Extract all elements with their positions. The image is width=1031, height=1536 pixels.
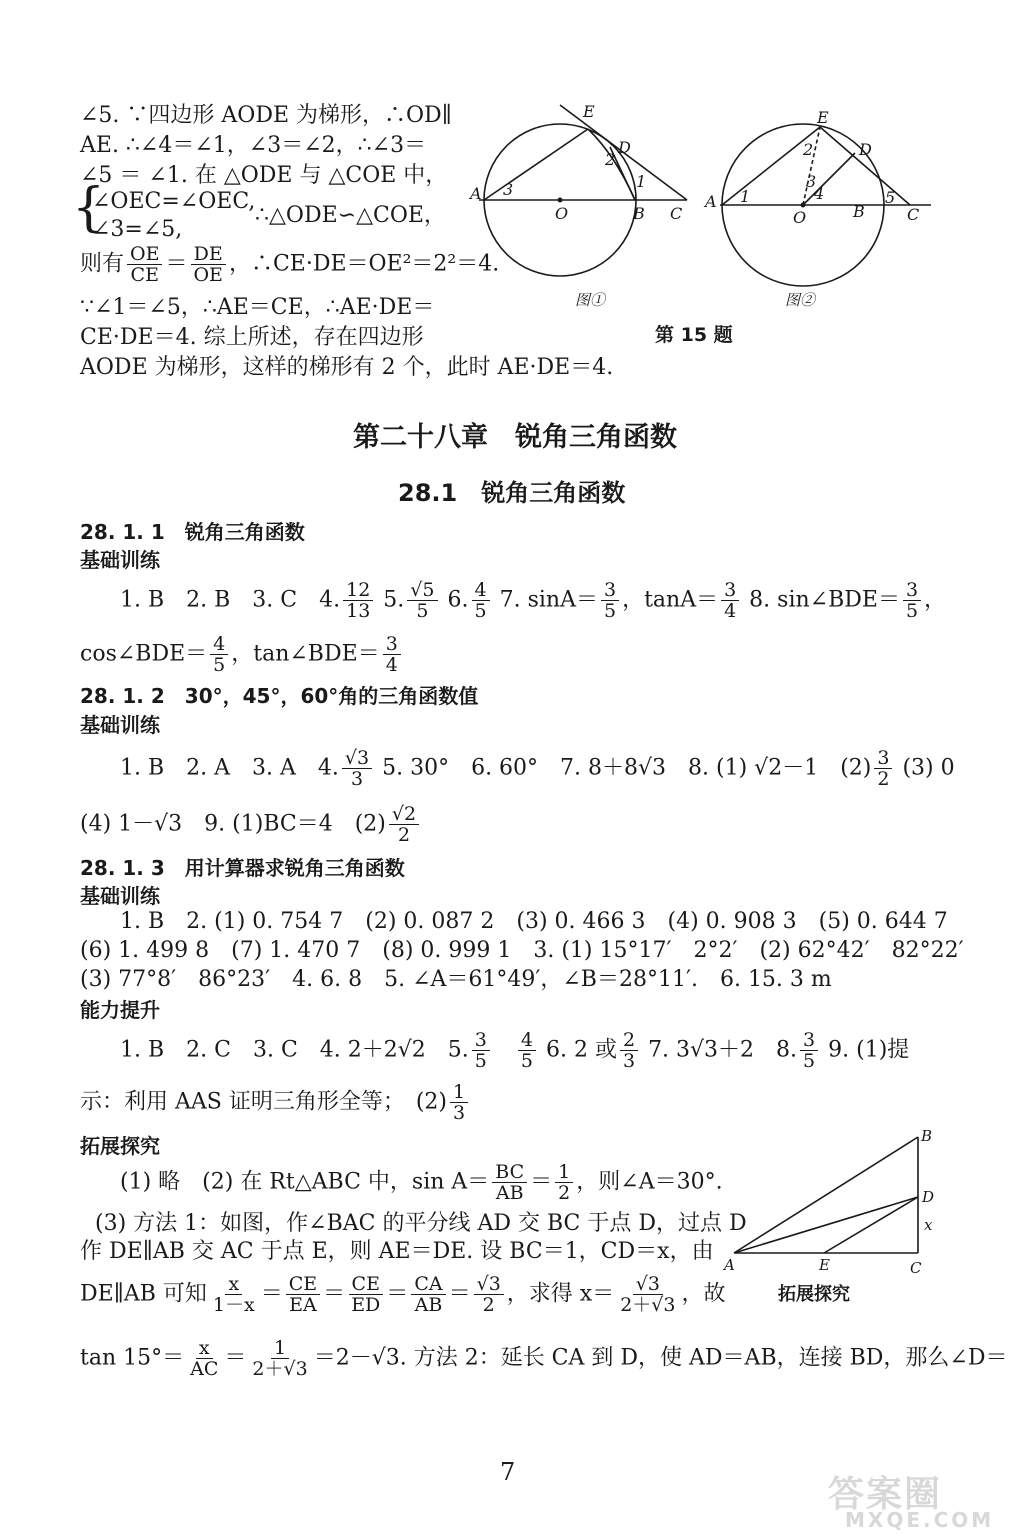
- label-C: C: [907, 205, 920, 224]
- label-C: C: [910, 1259, 922, 1277]
- fraction: $\frac{CE}{EA}$: [286, 1274, 320, 1315]
- answers-28-1-1-line1: 1. B 2. B 3. C 4. $\frac{12}{13}$ 5. $\frac{√5}{5}$ 6. $\frac{4}{5}$ 7. sinA＝ $\frac{3}{5}$ ，tanA＝ $\frac{3}{4}$ 8. sin∠BDE＝ $\frac{3}{5}$ ，: [120, 579, 947, 622]
- label-E: E: [817, 108, 829, 127]
- label-A: A: [724, 1256, 735, 1274]
- prev-line-4b: ∠3=∠5,: [92, 217, 183, 242]
- angle-5: 5: [885, 188, 896, 207]
- watermark-url: MXQE.COM: [845, 1508, 995, 1532]
- fraction: $\frac{3}{4}$: [383, 634, 401, 675]
- subheading-basic: 基础训练: [80, 548, 160, 572]
- subheading-explore: 拓展探究: [80, 1134, 160, 1158]
- figure-15: [465, 95, 955, 345]
- label-A: A: [470, 184, 482, 203]
- fraction: $\frac{3}{5}$: [472, 1030, 490, 1071]
- prev-line-3: ∠5 ＝ ∠1. 在 △ODE 与 △COE 中，: [80, 163, 448, 188]
- label-D: D: [922, 1188, 935, 1206]
- angle-4: 4: [814, 184, 825, 203]
- prev-line-7: CE·DE＝4. 综上所述，存在四边形: [80, 325, 424, 350]
- fraction: $\frac{3}{5}$: [601, 580, 619, 621]
- center-dot: [801, 203, 806, 208]
- explore-line4: DE∥AB 可知 $\frac{x}{1-x}$ ＝ $\frac{CE}{EA}$ ＝ $\frac{CE}{ED}$ ＝ $\frac{CA}{AB}$ ＝ $\frac{√3}{2}$ ，求得 x＝ $\frac{√3}{2+√3}$ ，故: [80, 1273, 726, 1316]
- answers-28-1-2-line1: 1. B 2. A 3. A 4. $\frac{√3}{3}$ 5. 30° 6. 60° 7. 8＋8√3 8. (1) √2－1 (2) $\frac{3}{2}$ (3) 0: [120, 747, 955, 790]
- fraction: $\frac{3}{2}$: [874, 748, 892, 789]
- fraction: $\frac{BC}{AB}$: [492, 1162, 527, 1203]
- fraction: $\frac{CA}{AB}$: [411, 1274, 445, 1315]
- fraction: $\frac{4}{5}$: [518, 1030, 536, 1071]
- prev-line-5-lead: 则有: [80, 251, 125, 277]
- prev-line-4c: ∴△ODE∽△COE，: [255, 203, 446, 228]
- prev-line-2: AE. ∴∠4＝∠1，∠3＝∠2，∴∠3＝: [80, 133, 427, 158]
- fig1-caption: 图①: [575, 291, 606, 309]
- fraction: $\frac{√3}{2+√3}$: [620, 1273, 676, 1316]
- answers-improve-line1: 1. B 2. C 3. C 4. 2＋2√2 5. $\frac{3}{5}$ $\frac{4}{5}$ 6. 2 或 $\frac{2}{3}$ 7. 3√3＋2 8. $\frac{3}{5}$ 9. (1)提: [120, 1029, 910, 1072]
- subheading-improve: 能力提升: [80, 998, 160, 1022]
- label-D: D: [618, 138, 631, 157]
- label-A: A: [705, 192, 717, 211]
- fig2-caption: 图②: [785, 291, 816, 309]
- label-O: O: [793, 208, 807, 227]
- fraction: $\frac{x}{1-x}$: [212, 1273, 255, 1316]
- fraction: $\frac{1}{3}$: [450, 1082, 468, 1123]
- label-E: E: [583, 102, 595, 121]
- subheading-basic: 基础训练: [80, 884, 160, 908]
- section-title: 28.1 锐角三角函数: [398, 479, 626, 507]
- answers-28-1-3-line3: (3) 77°8′ 86°23′ 4. 6. 8 5. ∠A＝61°49′，∠B＝28°11′. 6. 15. 3 m: [80, 967, 832, 992]
- fraction: $\frac{DE}{OE}$: [190, 244, 225, 285]
- answers-28-1-3-line1: 1. B 2. (1) 0. 754 7 (2) 0. 087 2 (3) 0. 466 3 (4) 0. 908 3 (5) 0. 644 7: [120, 909, 948, 934]
- fraction: $\frac{4}{5}$: [472, 580, 490, 621]
- label-x: x: [924, 1216, 933, 1234]
- answers-28-1-1-line2: cos∠BDE＝ $\frac{4}{5}$ ，tan∠BDE＝ $\frac{3}{4}$: [80, 634, 404, 675]
- section-28-1-3-heading: 28. 1. 3 用计算器求锐角三角函数: [80, 856, 405, 880]
- label-B: B: [853, 202, 865, 221]
- subheading-basic: 基础训练: [80, 713, 160, 737]
- center-dot: [558, 198, 563, 203]
- explore-line5: tan 15°＝ $\frac{x}{AC}$ ＝ $\frac{1}{2+√3}$ ＝2－√3. 方法 2：延长 CA 到 D，使 AD＝AB，连接 BD，那么∠D＝: [80, 1337, 1008, 1380]
- explore-figure-caption: 拓展探究: [778, 1284, 850, 1305]
- label-C: C: [670, 204, 683, 223]
- fraction: $\frac{x}{AC}$: [190, 1337, 219, 1380]
- fraction: $\frac{2}{3}$: [620, 1030, 638, 1071]
- brace-symbol: {: [72, 178, 106, 238]
- figure-15-title: 第 15 题: [655, 324, 733, 346]
- angle-2: 2: [605, 150, 616, 169]
- page-number: 7: [500, 1458, 516, 1486]
- answers-28-1-3-line2: (6) 1. 499 8 (7) 1. 470 7 (8) 0. 999 1 3. (1) 15°17′ 2°2′ (2) 62°42′ 82°22′: [80, 938, 964, 963]
- angle-2: 2: [803, 140, 814, 159]
- figure-15-2: [720, 124, 931, 286]
- section-28-1-2-heading: 28. 1. 2 30°，45°，60°角的三角函数值: [80, 684, 479, 708]
- prev-line-5: 则有 $\frac{OE}{CE}$ ＝ $\frac{DE}{OE}$ ，∴CE·DE＝OE²＝2²＝4.: [80, 243, 500, 286]
- angle-3: 3: [503, 180, 514, 199]
- angle-1: 1: [740, 187, 751, 206]
- fraction: $\frac{√5}{5}$: [407, 580, 437, 621]
- fraction: $\frac{3}{4}$: [721, 580, 739, 621]
- angle-3: 3: [806, 172, 817, 191]
- fraction: $\frac{√3}{2}$: [474, 1274, 504, 1315]
- answers-28-1-2-line2: (4) 1－√3 9. (1)BC＝4 (2) $\frac{√2}{2}$: [80, 804, 422, 845]
- fraction: $\frac{1}{2+√3}$: [252, 1337, 308, 1380]
- explore-figure: [722, 1125, 942, 1305]
- angle-1: 1: [636, 172, 647, 191]
- watermark-logo: 答案圈: [828, 1474, 943, 1515]
- explore-line1: (1) 略 (2) 在 Rt△ABC 中，sin A＝ $\frac{BC}{AB}$ ＝ $\frac{1}{2}$ ，则∠A＝30°.: [120, 1161, 723, 1204]
- explore-line2: (3) 方法 1：如图，作∠BAC 的平分线 AD 交 BC 于点 D，过点 D: [95, 1211, 747, 1236]
- prev-line-1: ∠5. ∵四边形 AODE 为梯形，∴OD∥: [80, 103, 452, 128]
- prev-line-8: AODE 为梯形，这样的梯形有 2 个，此时 AE·DE＝4.: [80, 355, 614, 380]
- label-E: E: [819, 1256, 830, 1274]
- fraction: $\frac{1}{2}$: [555, 1162, 573, 1203]
- fraction: $\frac{CE}{ED}$: [348, 1274, 383, 1315]
- label-B: B: [921, 1127, 933, 1145]
- fraction: $\frac{√3}{3}$: [342, 748, 372, 789]
- label-D: D: [859, 140, 872, 159]
- fraction: $\frac{3}{5}$: [800, 1030, 818, 1071]
- fraction: $\frac{OE}{CE}$: [127, 244, 162, 285]
- section-28-1-1-heading: 28. 1. 1 锐角三角函数: [80, 520, 305, 544]
- prev-line-4a: ∠OEC=∠OEC,: [92, 189, 256, 214]
- prev-line-6: ∵∠1＝∠5，∴AE＝CE，∴AE·DE＝: [80, 295, 435, 320]
- fraction: $\frac{3}{5}$: [903, 580, 921, 621]
- label-B: B: [633, 204, 645, 223]
- explore-line3: 作 DE∥AB 交 AC 于点 E，则 AE＝DE. 设 BC＝1，CD＝x，由: [80, 1239, 714, 1264]
- chapter-title: 第二十八章 锐角三角函数: [353, 422, 677, 453]
- answers-improve-line2: 示：利用 AAS 证明三角形全等； (2) $\frac{1}{3}$: [80, 1082, 471, 1123]
- prev-line-5-tail: ，∴CE·DE＝OE²＝2²＝4.: [228, 251, 500, 277]
- fraction: $\frac{4}{5}$: [210, 634, 228, 675]
- label-O: O: [555, 204, 569, 223]
- fraction: $\frac{√2}{2}$: [389, 804, 419, 845]
- fraction: $\frac{12}{13}$: [343, 580, 373, 621]
